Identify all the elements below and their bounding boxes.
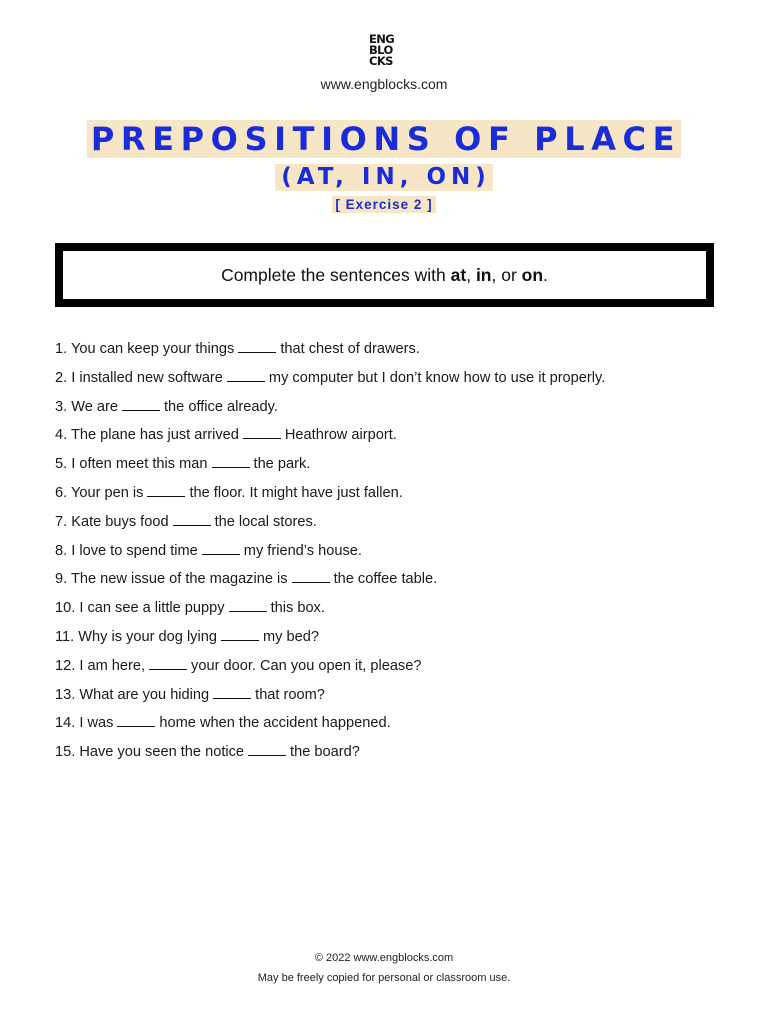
logo-line-3: CKS xyxy=(369,54,393,68)
question-text-after: home when the accident happened. xyxy=(159,715,391,732)
instruction-word-at: at xyxy=(450,264,467,285)
question-list xyxy=(55,339,735,771)
question-text-before: 14. I was xyxy=(55,715,114,732)
question-item xyxy=(55,512,735,541)
answer-blank[interactable] xyxy=(229,598,267,612)
question-text-after: the park. xyxy=(253,456,311,473)
answer-blank[interactable] xyxy=(227,368,265,382)
site-url: www.engblocks.com xyxy=(320,76,448,92)
answer-blank[interactable] xyxy=(238,339,276,353)
instruction-separator-1: , xyxy=(466,264,476,285)
question-item xyxy=(55,713,735,742)
answer-blank[interactable] xyxy=(117,713,155,727)
question-item xyxy=(55,368,735,397)
question-text-after: my bed? xyxy=(262,628,319,645)
answer-blank[interactable] xyxy=(221,627,259,641)
answer-blank[interactable] xyxy=(243,425,281,439)
question-text-before: 13. What are you hiding xyxy=(55,686,210,703)
question-text-after: the board? xyxy=(290,744,360,761)
title-container xyxy=(0,120,768,158)
question-text-before: 15. Have you seen the notice xyxy=(55,744,245,761)
instruction-text xyxy=(63,251,706,299)
question-text-after: this box. xyxy=(270,600,325,617)
answer-blank[interactable] xyxy=(292,569,330,583)
question-item xyxy=(55,627,735,656)
answer-blank[interactable] xyxy=(122,397,160,411)
question-text-before: 9. The new issue of the magazine is xyxy=(55,571,288,588)
footer-copyright: © 2022 www.engblocks.com xyxy=(314,952,454,964)
answer-blank[interactable] xyxy=(173,512,211,526)
question-text-before: 8. I love to spend time xyxy=(55,542,198,559)
question-item xyxy=(55,425,735,454)
question-item xyxy=(55,397,735,426)
answer-blank[interactable] xyxy=(248,742,286,756)
question-text-before: 4. The plane has just arrived xyxy=(55,427,239,444)
question-text-after: my computer but I don’t know how to use it properly. xyxy=(268,369,606,386)
logo-line-2: BLO xyxy=(369,43,393,57)
question-item xyxy=(55,598,735,627)
question-text-before: 12. I am here, xyxy=(55,657,146,674)
page-subtitle: (AT, IN, ON) xyxy=(275,164,493,191)
question-text-after: the floor. It might have just fallen. xyxy=(189,484,403,501)
exercise-label-container xyxy=(0,196,768,214)
answer-blank[interactable] xyxy=(202,541,240,555)
question-item xyxy=(55,656,735,685)
instruction-prefix: Complete the sentences with xyxy=(221,264,451,285)
logo-line-1: ENG xyxy=(369,32,395,46)
instruction-word-on: on xyxy=(521,264,544,285)
answer-blank[interactable] xyxy=(212,454,250,468)
question-item xyxy=(55,483,735,512)
exercise-label: [ Exercise 2 ] xyxy=(332,196,435,213)
instruction-separator-2: , or xyxy=(491,264,522,285)
page-title: PREPOSITIONS OF PLACE xyxy=(87,120,681,158)
instruction-suffix: . xyxy=(543,264,548,285)
question-text-before: 11. Why is your dog lying xyxy=(55,628,217,645)
question-item xyxy=(55,685,735,714)
question-text-after: that chest of drawers. xyxy=(280,341,420,357)
question-text-after: the office already. xyxy=(164,398,278,415)
question-text-before: 5. I often meet this man xyxy=(55,456,208,473)
question-text-before: 3. We are xyxy=(55,398,118,415)
question-item xyxy=(55,541,735,570)
question-text-before: 1. You can keep your things xyxy=(55,341,235,357)
answer-blank[interactable] xyxy=(149,656,187,670)
question-item xyxy=(55,454,735,483)
question-text-before: 2. I installed new software xyxy=(55,369,223,386)
question-item xyxy=(55,569,735,598)
answer-blank[interactable] xyxy=(213,685,251,699)
question-text-after: Heathrow airport. xyxy=(284,427,397,444)
instruction-word-in: in xyxy=(475,264,492,285)
question-text-after: your door. Can you open it, please? xyxy=(191,657,422,674)
footer-license: May be freely copied for personal or classroom use. xyxy=(257,972,511,984)
question-item xyxy=(55,339,735,368)
subtitle-container xyxy=(0,164,768,191)
instruction-box xyxy=(55,243,714,307)
answer-blank[interactable] xyxy=(147,483,185,497)
question-item xyxy=(55,742,735,771)
question-text-before: 6. Your pen is xyxy=(55,484,144,501)
question-text-after: the local stores. xyxy=(214,513,317,530)
question-text-after: that room? xyxy=(255,686,325,703)
question-text-before: 7. Kate buys food xyxy=(55,513,169,530)
question-text-after: the coffee table. xyxy=(333,571,438,588)
engblocks-logo xyxy=(369,34,401,67)
question-text-before: 10. I can see a little puppy xyxy=(55,600,225,617)
question-text-after: my friend’s house. xyxy=(243,542,362,559)
